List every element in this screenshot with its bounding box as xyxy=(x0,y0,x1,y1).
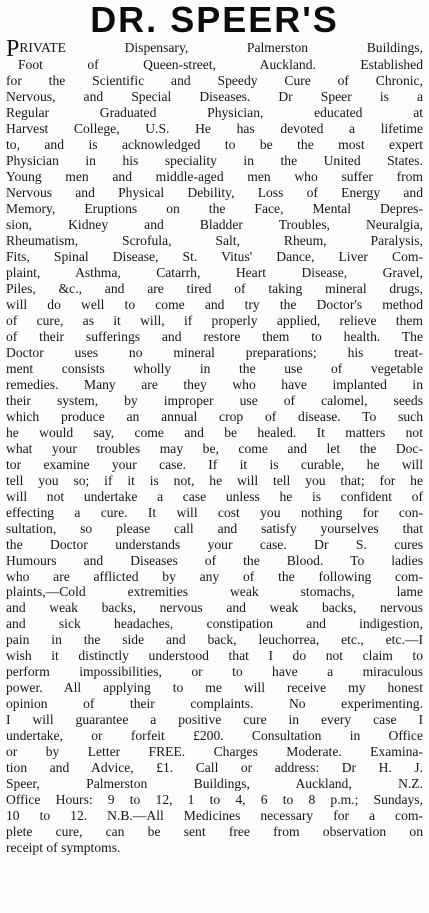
body-line: Harvest College, U.S. He has devoted a lifetime xyxy=(6,120,423,136)
body-line: which produce an annual crop of disease. To such xyxy=(6,408,423,424)
body-line: and weak backs, nervous and weak backs, nervous xyxy=(6,600,423,616)
body-line: the Doctor understands your case. Dr S. cures xyxy=(6,536,423,552)
body-line: Foot of Queen-street, Auckland. Established xyxy=(18,57,423,72)
body-line: of cure, as it will, if properly applied, relieve them xyxy=(6,312,423,328)
body-line: undertake, or forfeit £200. Consultation in Office xyxy=(6,728,423,744)
body-line: to, and is acknowledged to be the most expert xyxy=(6,136,423,152)
body-line: who are afflicted by any of the following com- xyxy=(6,568,423,584)
body-line: remedies. Many are they who have implanted in xyxy=(6,376,423,392)
body-line: plaint, Asthma, Catarrh, Heart Disease, Gravel, xyxy=(6,264,423,280)
body-line: for the Scientific and Speedy Cure of Chronic, xyxy=(6,72,423,88)
body-line: 10 to 12. N.B.—All Medicines necessary for a com- xyxy=(6,808,423,824)
body-line: perform impossibilities, or to have a miraculous xyxy=(6,664,423,680)
body-line: or by Letter FREE. Charges Moderate. Examina- xyxy=(6,744,423,760)
body-line: Office Hours: 9 to 12, 1 to 4, 6 to 8 p.m.; Sundays, xyxy=(6,792,423,808)
body-line: Nervous, and Special Diseases. Dr Speer is a xyxy=(6,88,423,104)
body-line: Young men and middle-aged men who suffer from xyxy=(6,168,423,184)
body-line: Rheumatism, Scrofula, Salt, Rheum, Paralysis, xyxy=(6,232,423,248)
body-line: Speer, Palmerston Buildings, Auckland, N.Z. xyxy=(6,776,423,792)
body-line: wish it distinctly understood that I do not claim to xyxy=(6,648,423,664)
body-line: will do well to come and try the Doctor's method xyxy=(6,296,423,312)
body-line: Doctor uses no mineral preparations; his treat- xyxy=(6,344,423,360)
body-line: opinion of their complaints. No experimenting. xyxy=(6,696,423,712)
body-line: Fits, Spinal Disease, St. Vitus' Dance, Liver Com- xyxy=(6,248,423,264)
body-line: I will guarantee a positive cure in every case I xyxy=(6,712,423,728)
body-line: will not undertake a case unless he is confident of xyxy=(6,488,423,504)
body-line: tion and Advice, £1. Call or address: Dr H. J. xyxy=(6,760,423,776)
body-line: their system, by improper use of calomel, seeds xyxy=(6,392,423,408)
drop-cap: P xyxy=(6,40,20,57)
body-line: sultation, so please call and satisfy yourselves that xyxy=(6,520,423,536)
body-line: ment consists wholly in the use of vegetable xyxy=(6,360,423,376)
body-line: he would say, come and be healed. It matters not xyxy=(6,424,423,440)
body-line: pain in the side and back, leuchorrea, etc., etc.—I xyxy=(6,632,423,648)
body-line: Regular Graduated Physician, educated at xyxy=(6,104,423,120)
body-line: and sick headaches, constipation and indigestion, xyxy=(6,616,423,632)
advert-body xyxy=(6,40,423,856)
body-line: Nervous and Physical Debility, Loss of Energy and xyxy=(6,184,423,200)
body-line: Piles, &c., and are tired of taking mineral drugs, xyxy=(6,280,423,296)
body-line: what your troubles may be, come and let the Doc- xyxy=(6,440,423,456)
body-line: sion, Kidney and Bladder Troubles, Neuralgia, xyxy=(6,216,423,232)
body-line: receipt of symptoms. xyxy=(6,840,121,856)
advert-title: DR. SPEER'S xyxy=(90,0,339,40)
body-line: power. All applying to me will receive my honest xyxy=(6,680,423,696)
body-line: of their sufferings and restore them to health. The xyxy=(6,328,423,344)
body-line: Memory, Eruptions on the Face, Mental Depres- xyxy=(6,200,423,216)
body-line: effecting a cure. It will cost you nothing for con- xyxy=(6,504,423,520)
body-line: Humours and Diseases of the Blood. To ladies xyxy=(6,552,423,568)
body-line: Physician in his speciality in the United States. xyxy=(6,152,423,168)
body-line: tor examine your case. If it is curable, he will xyxy=(6,456,423,472)
body-line: tell you so; if it is not, he will tell you that; for he xyxy=(6,472,423,488)
body-line: PRIVATE Dispensary, Palmerston Buildings, xyxy=(6,40,423,57)
body-line: plete cure, can be sent free from observation on xyxy=(6,824,423,840)
body-line: plaints,—Cold extremities weak stomachs, lame xyxy=(6,584,423,600)
